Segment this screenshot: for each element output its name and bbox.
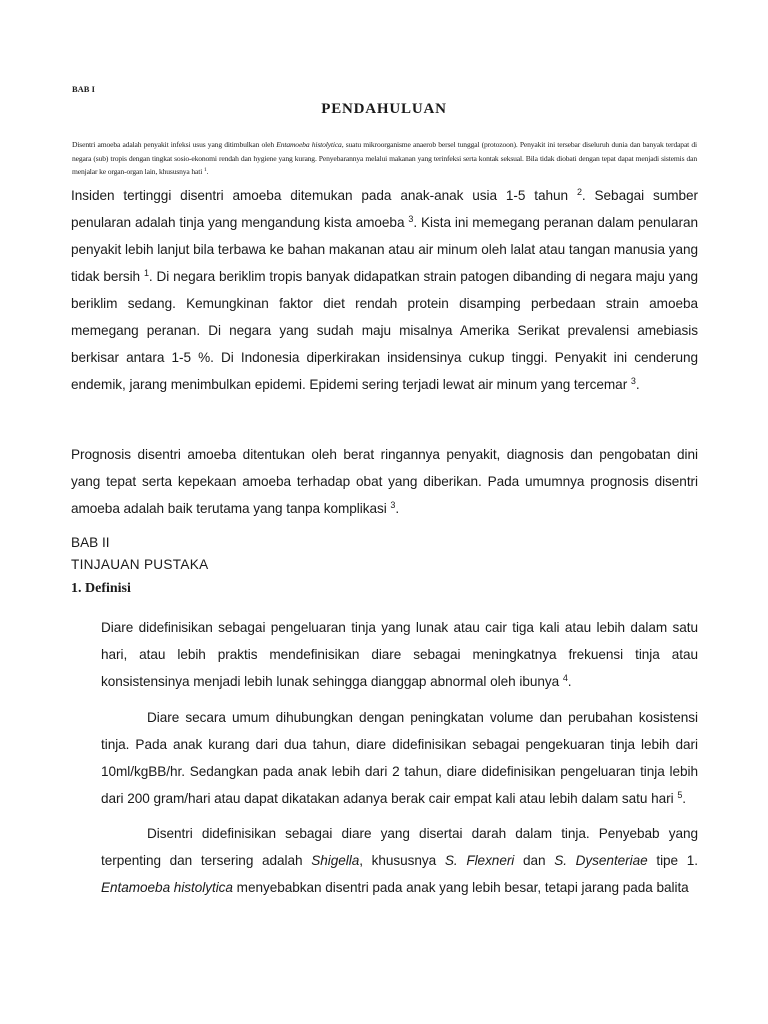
body-paragraph-1: Insiden tertinggi disentri amoeba ditemukan pada anak-anak usia 1-5 tahun $^2$. Sebagai sumber penularan adalah tinja yang mengandung kista amoeba $^3$. Kista ini memegang peranan dalam penularan penyakit lebih lanjut bila terbawa ke bahan makanan atau air minum oleh lalat atau tangan manusia yang tidak bersih $^1$. Di negara beriklim tropis banyak didapatkan strain patogen dibanding di negara maju yang beriklim sedang. Kemungkinan faktor diet rendah protein disamping perbedaan strain amoeba memegang peranan. Di negara yang sudah maju misalnya Amerika Serikat prevalensi amebiasis berkisar antara 1-5 %. Di Indonesia diperkirakan insidensinya cukup tinggi. Penyakit ini cenderung endemik, jarang menimbulkan epidemi. Epidemi sering terjadi lewat air minum yang tercemar $^3$. <box>71 187 699 392</box>
organism-name: S. Dysenteriae <box>554 853 648 868</box>
organism-name: Shigella <box>311 853 360 868</box>
definition-paragraph-2: Diare secara umum dihubungkan dengan peningkatan volume dan perubahan kosistensi tinja. Pada anak kurang dari dua tahun, diare didefinisikan sebagai pengekuaran tinja lebih dari 10ml/kgBB/hr. Sedangkan pada anak lebih dari 2 tahun, diare didefinisikan pengeluaran tinja lebih dari 200 gram/hari atau dapat dikatakan adanya berak cair empat kali atau lebih dalam satu hari $^5$. <box>101 710 698 806</box>
chapter-label: BAB I <box>72 84 95 94</box>
reference-marker: 2 <box>576 187 582 198</box>
organism-name: S. Flexneri <box>444 853 515 868</box>
reference-marker: 3 <box>408 214 414 225</box>
organism-name: Entamoeba histolytica <box>276 140 342 149</box>
chapter-title: PENDAHULUAN <box>321 101 447 117</box>
reference-marker: 3 <box>390 500 396 511</box>
abstract-paragraph: Disentri amoeba adalah penyakit infeksi usus yang ditimbulkan oleh Entamoeba histolytica, suatu mikroorganisme anaerob bersel tunggal (protozoon). Penyakit ini tersebar diseluruh dunia dan banyak terdapat di negara (sub) tropis dengan tingkat sosio-ekonomi rendah dan hygiene yang kurang. Penyebarannya melalui makanan yang terinfeksi serta kontak seksual. Bila tidak diobati dengan tepat dapat menjadi sistemis dan menjalar ke organ-organ lain, khususnya hati $^1$. <box>72 140 697 176</box>
definition-paragraph-3: Disentri didefinisikan sebagai diare yang disertai darah dalam tinja. Penyebab yang terpenting dan tersering adalah Shigella, khususnya S. Flexneri dan S. Dysenteriae tipe 1. Entamoeba histolytica menyebabkan disentri pada anak yang lebih besar, tetapi jarang pada balita <box>101 826 699 895</box>
reference-marker: 3 <box>630 376 636 387</box>
chapter-2-label: BAB II <box>71 535 110 550</box>
reference-marker: 1 <box>143 268 149 279</box>
reference-marker: 1 <box>203 166 207 173</box>
reference-marker: 4 <box>562 673 568 684</box>
chapter-2-title: TINJAUAN PUSTAKA <box>71 557 209 572</box>
definition-paragraph-1: Diare didefinisikan sebagai pengeluaran tinja yang lunak atau cair tiga kali atau lebih dalam satu hari, atau lebih praktis mendefinisikan diare sebagai meningkatnya frekuensi tinja atau konsistensinya menjadi lebih lunak sehingga dianggap abnormal oleh ibunya $^4$. <box>101 620 698 689</box>
reference-marker: 5 <box>677 790 683 801</box>
organism-name: Entamoeba histolytica <box>101 880 233 895</box>
body-paragraph-2: Prognosis disentri amoeba ditentukan oleh berat ringannya penyakit, diagnosis dan pengobatan dini yang tepat serta kepekaan amoeba terhadap obat yang diberikan. Pada umumnya prognosis disentri amoeba adalah baik terutama yang tanpa komplikasi $^3$. <box>71 447 698 516</box>
section-heading: 1. Definisi <box>71 581 131 596</box>
